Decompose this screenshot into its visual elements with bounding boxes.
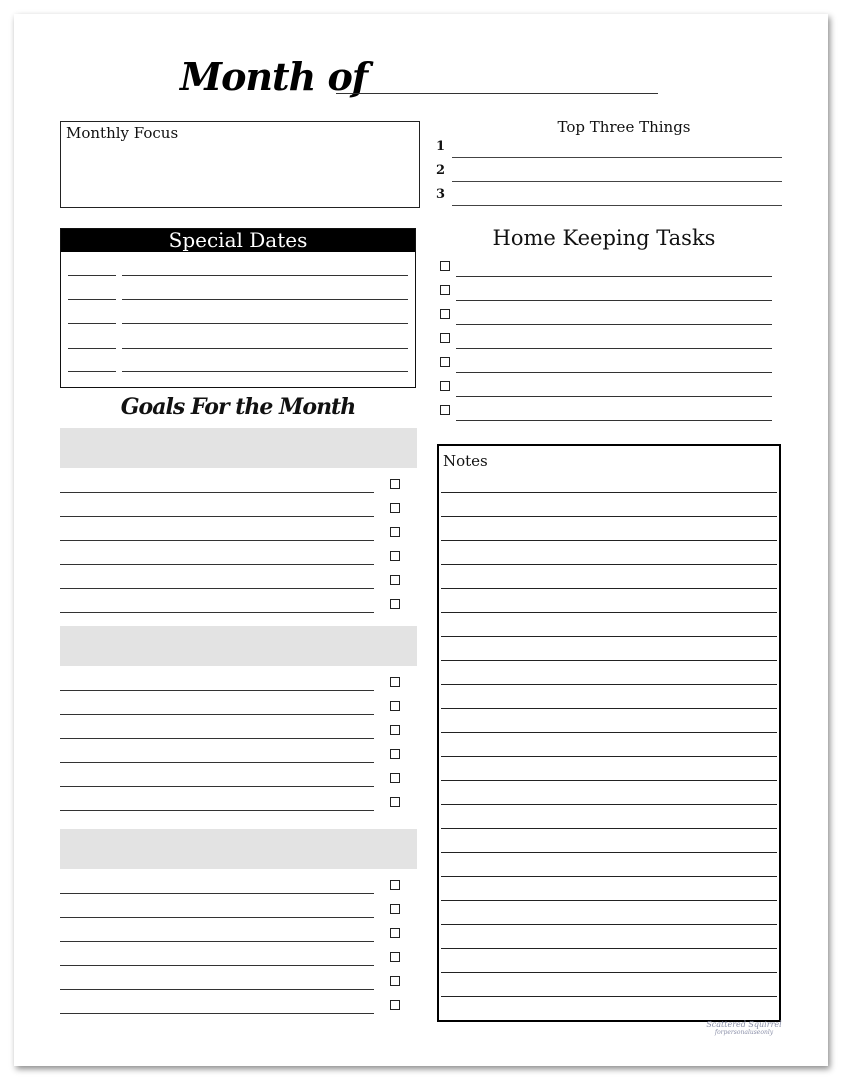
top-three-number: 2 xyxy=(436,163,446,178)
notes-line xyxy=(441,516,777,517)
goal-checkbox[interactable] xyxy=(390,725,400,735)
top-three-number: 3 xyxy=(436,187,446,202)
task-checkbox[interactable] xyxy=(440,261,450,271)
task-checkbox[interactable] xyxy=(440,357,450,367)
goal-checkbox[interactable] xyxy=(390,952,400,962)
goal-checkbox[interactable] xyxy=(390,928,400,938)
top-three-number: 1 xyxy=(436,139,446,154)
special-date-row[interactable] xyxy=(68,371,408,372)
top-three-line xyxy=(452,205,782,206)
task-line[interactable] xyxy=(456,372,772,373)
logo-brand: Scattered Squirrel xyxy=(706,1020,782,1029)
goal-checkbox[interactable] xyxy=(390,599,400,609)
goal-heading-band[interactable] xyxy=(60,829,417,869)
page-title: Month of xyxy=(180,54,368,99)
goal-checkbox[interactable] xyxy=(390,773,400,783)
notes-line xyxy=(441,588,777,589)
notes-line xyxy=(441,828,777,829)
task-checkbox[interactable] xyxy=(440,405,450,415)
goal-line[interactable] xyxy=(60,564,374,565)
special-date-row[interactable] xyxy=(68,323,408,324)
special-date-row[interactable] xyxy=(68,275,408,276)
notes-line xyxy=(441,708,777,709)
special-dates-title: Special Dates xyxy=(61,229,415,252)
notes-line xyxy=(441,948,777,949)
goal-line[interactable] xyxy=(60,690,374,691)
notes-line xyxy=(441,972,777,973)
notes-box[interactable] xyxy=(437,444,781,1022)
notes-line xyxy=(441,540,777,541)
goal-checkbox[interactable] xyxy=(390,527,400,537)
task-line[interactable] xyxy=(456,420,772,421)
notes-line xyxy=(441,732,777,733)
notes-line xyxy=(441,780,777,781)
goal-checkbox[interactable] xyxy=(390,701,400,711)
goal-line[interactable] xyxy=(60,588,374,589)
goal-line[interactable] xyxy=(60,540,374,541)
task-checkbox[interactable] xyxy=(440,285,450,295)
goal-line[interactable] xyxy=(60,762,374,763)
notes-line xyxy=(441,684,777,685)
month-blank-line[interactable] xyxy=(336,93,658,94)
task-checkbox[interactable] xyxy=(440,381,450,391)
task-line[interactable] xyxy=(456,396,772,397)
logo-url: forpersonaluseonly xyxy=(714,1029,774,1036)
notes-line xyxy=(441,900,777,901)
notes-line xyxy=(441,996,777,997)
special-dates-box xyxy=(60,228,416,388)
notes-line xyxy=(441,564,777,565)
goal-line[interactable] xyxy=(60,1013,374,1014)
monthly-focus-box[interactable] xyxy=(60,121,420,208)
special-date-row[interactable] xyxy=(68,348,408,349)
notes-line xyxy=(441,924,777,925)
goal-checkbox[interactable] xyxy=(390,976,400,986)
notes-line xyxy=(441,612,777,613)
top-three-line xyxy=(452,181,782,182)
goal-checkbox[interactable] xyxy=(390,677,400,687)
goal-line[interactable] xyxy=(60,810,374,811)
top-three-item-2[interactable] xyxy=(436,162,782,182)
monthly-focus-label: Monthly Focus xyxy=(66,124,179,142)
goal-line[interactable] xyxy=(60,492,374,493)
task-line[interactable] xyxy=(456,348,772,349)
notes-line xyxy=(441,804,777,805)
goal-line[interactable] xyxy=(60,516,374,517)
goals-title: Goals For the Month xyxy=(120,394,356,420)
notes-line xyxy=(441,636,777,637)
notes-line xyxy=(441,660,777,661)
notes-line xyxy=(441,852,777,853)
goal-checkbox[interactable] xyxy=(390,503,400,513)
goal-checkbox[interactable] xyxy=(390,575,400,585)
goal-checkbox[interactable] xyxy=(390,797,400,807)
home-keeping-title: Home Keeping Tasks xyxy=(492,226,716,250)
notes-line xyxy=(441,756,777,757)
goal-heading-band[interactable] xyxy=(60,626,417,666)
goal-checkbox[interactable] xyxy=(390,749,400,759)
top-three-item-1[interactable] xyxy=(436,138,782,158)
goal-checkbox[interactable] xyxy=(390,880,400,890)
goal-checkbox[interactable] xyxy=(390,1000,400,1010)
goal-line[interactable] xyxy=(60,612,374,613)
task-line[interactable] xyxy=(456,300,772,301)
goal-line[interactable] xyxy=(60,893,374,894)
task-line[interactable] xyxy=(456,276,772,277)
top-three-title: Top Three Things xyxy=(557,118,691,136)
notes-label: Notes xyxy=(443,452,488,470)
goal-heading-band[interactable] xyxy=(60,428,417,468)
goal-line[interactable] xyxy=(60,989,374,990)
goal-line[interactable] xyxy=(60,917,374,918)
goal-checkbox[interactable] xyxy=(390,479,400,489)
goal-checkbox[interactable] xyxy=(390,904,400,914)
notes-line xyxy=(441,492,777,493)
goal-line[interactable] xyxy=(60,738,374,739)
top-three-item-3[interactable] xyxy=(436,186,782,206)
special-date-row[interactable] xyxy=(68,299,408,300)
goal-checkbox[interactable] xyxy=(390,551,400,561)
task-line[interactable] xyxy=(456,324,772,325)
top-three-line xyxy=(452,157,782,158)
notes-line xyxy=(441,876,777,877)
task-checkbox[interactable] xyxy=(440,333,450,343)
goal-line[interactable] xyxy=(60,941,374,942)
brand-logo xyxy=(704,1020,784,1040)
task-checkbox[interactable] xyxy=(440,309,450,319)
planner-page xyxy=(14,14,828,1066)
goal-line[interactable] xyxy=(60,714,374,715)
goal-line[interactable] xyxy=(60,965,374,966)
goal-line[interactable] xyxy=(60,786,374,787)
